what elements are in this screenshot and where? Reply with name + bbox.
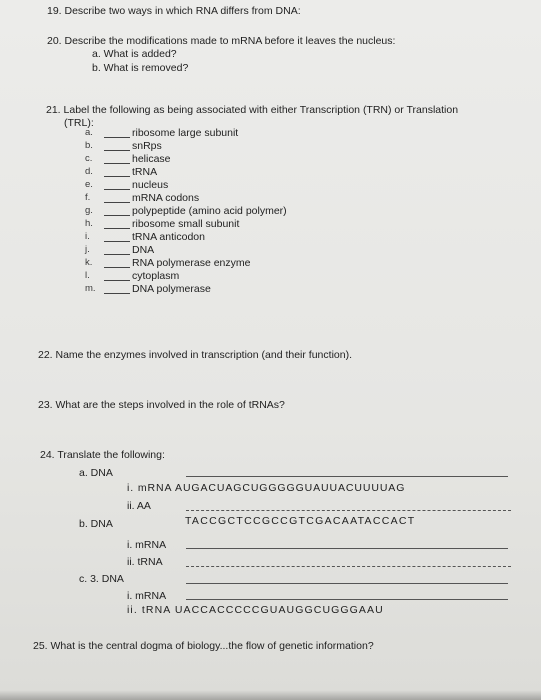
q21-answer-blank[interactable] — [104, 202, 130, 203]
q21-answer-blank[interactable] — [104, 267, 130, 268]
question-23: 23. What are the steps involved in the role of tRNAs? — [38, 399, 285, 411]
question-21-line2: (TRL): — [64, 117, 94, 129]
q21-item-text: tRNA — [132, 166, 158, 178]
q21-answer-blank[interactable] — [104, 215, 130, 216]
q21-item-letter: b. — [85, 140, 93, 151]
q24-a-mrna: i. mRNA AUGACUAGCUGGGGGUAUUACUUUUAG — [127, 482, 406, 494]
q24-c-trna: ii. tRNA UACCACCCCCGUAUGGCUGGGAAU — [127, 604, 384, 616]
q21-item-letter: k. — [85, 257, 93, 268]
question-21-line1: 21. Label the following as being associated with either Transcription (TRN) or Translation — [46, 104, 459, 116]
question-22: 22. Name the enzymes involved in transcription (and their function). — [38, 349, 352, 361]
q21-item-letter: j. — [85, 244, 90, 255]
q24-a-aa-label: ii. AA — [127, 500, 151, 512]
question-20-b: b. What is removed? — [92, 62, 189, 74]
q21-answer-blank[interactable] — [104, 280, 130, 281]
q21-item-letter: c. — [85, 153, 93, 164]
q24-c-mrna-answer-line[interactable] — [186, 599, 508, 600]
q24-b-mrna-label: i. mRNA — [127, 539, 167, 551]
q21-item-letter: m. — [85, 283, 96, 294]
q24-b-dna-label: b. DNA — [79, 518, 113, 530]
q24-c-dna-label: c. 3. DNA — [79, 573, 124, 585]
question-20-a: a. What is added? — [92, 48, 177, 60]
q21-item-letter: a. — [85, 127, 93, 138]
q21-item-text: tRNA anticodon — [132, 231, 205, 243]
q21-item-text: nucleus — [132, 179, 169, 191]
q21-item-letter: h. — [85, 218, 93, 229]
q24-a-dna-label: a. DNA — [79, 467, 113, 479]
q21-answer-blank[interactable] — [104, 137, 130, 138]
q21-answer-blank[interactable] — [104, 254, 130, 255]
q21-item-letter: f. — [85, 192, 91, 203]
q21-item-text: ribosome small subunit — [132, 218, 240, 230]
q21-answer-blank[interactable] — [104, 228, 130, 229]
q21-item-text: snRps — [132, 140, 162, 152]
q21-item-text: RNA polymerase enzyme — [132, 257, 251, 269]
page-bottom-shadow — [0, 690, 541, 700]
q24-c-mrna-label: i. mRNA — [127, 590, 167, 602]
q21-item-letter: i. — [85, 231, 90, 242]
question-20: 20. Describe the modifications made to mRNA before it leaves the nucleus: — [47, 35, 396, 47]
q21-item-text: ribosome large subunit — [132, 127, 239, 139]
q21-answer-blank[interactable] — [104, 150, 130, 151]
q21-item-letter: e. — [85, 179, 93, 190]
q24-b-trna-answer-line[interactable] — [186, 566, 511, 567]
q21-item-letter: g. — [85, 205, 93, 216]
q24-b-trna-label: ii. tRNA — [127, 556, 163, 568]
question-25: 25. What is the central dogma of biology...the flow of genetic information? — [33, 640, 374, 652]
question-19: 19. Describe two ways in which RNA differs from DNA: — [47, 5, 301, 17]
q21-answer-blank[interactable] — [104, 163, 130, 164]
q21-answer-blank[interactable] — [104, 241, 130, 242]
question-24: 24. Translate the following: — [40, 449, 165, 461]
q24-b-dna-sequence: TACCGCTCCGCCGTCGACAATACCACT — [185, 515, 416, 527]
q21-item-text: DNA — [132, 244, 155, 256]
q24-a-aa-answer-line[interactable] — [186, 510, 511, 511]
q21-item-text: cytoplasm — [132, 270, 180, 282]
q21-answer-blank[interactable] — [104, 176, 130, 177]
q21-answer-blank[interactable] — [104, 293, 130, 294]
q24-a-dna-answer-line[interactable] — [186, 476, 508, 477]
q21-answer-blank[interactable] — [104, 189, 130, 190]
q21-item-text: DNA polymerase — [132, 283, 211, 295]
q21-item-text: helicase — [132, 153, 171, 165]
q21-item-letter: d. — [85, 166, 93, 177]
q21-item-letter: l. — [85, 270, 90, 281]
q21-item-text: mRNA codons — [132, 192, 200, 204]
q24-b-mrna-answer-line[interactable] — [186, 548, 508, 549]
q21-item-text: polypeptide (amino acid polymer) — [132, 205, 287, 217]
q24-c-dna-answer-line[interactable] — [186, 583, 508, 584]
